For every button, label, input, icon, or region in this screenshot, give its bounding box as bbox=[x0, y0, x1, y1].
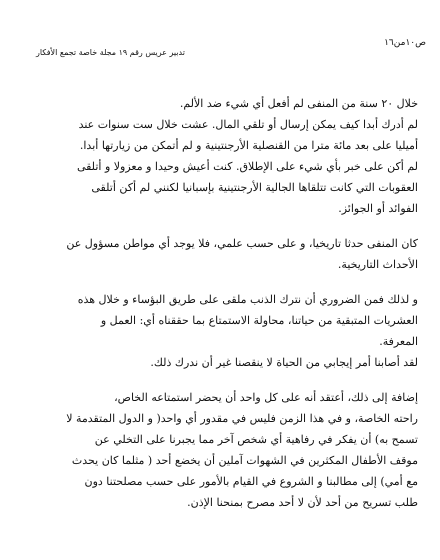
text-line: أميليا على بعد مائة مترا من القنصلية الأرجنتينية و لم أتمكن من زيارتها أبدا. bbox=[79, 139, 418, 152]
text-line: لقد أصابنا أمر إيجابي من الحياة لا ينقصنا غير أن ندرك ذلك. bbox=[150, 356, 418, 369]
text-line: لم أكن على خبر بأي شيء على الإطلاق. كنت أعيش وحيدا و معزولا و أتلقى bbox=[76, 160, 418, 173]
text-line: إضافة إلى ذلك، أعتقد أنه على كل واحد أن يحضر استمتاعه الخاص، bbox=[114, 391, 418, 404]
text-line: المعرفة. bbox=[379, 335, 418, 348]
text-line: العشريات المتبقية من حياتنا، محاولة الاستمتاع بما حققناه أي: العمل و bbox=[100, 314, 418, 327]
text-line: خلال ٢٠ سنة من المنفى لم أفعل أي شيء ضد الألم. bbox=[179, 97, 418, 110]
page-number: ص١٠من١٦ bbox=[384, 38, 426, 48]
running-head: تدبير عريس رقم ١٩ مجلة خاصة تجمع الأفكار bbox=[36, 48, 185, 57]
text-line: لم أدرك أبدا كيف يمكن إرسال أو تلقي المال. عشت خلال ست سنوات عند bbox=[78, 118, 418, 131]
body-text bbox=[20, 93, 418, 513]
text-line: كان المنفى حدثا تاريخيا، و على حسب علمي، فلا يوجد أي مواطن مسؤول عن bbox=[66, 237, 418, 250]
text-line: الفوائد أو الجوائز. bbox=[338, 202, 418, 215]
text-line: العقوبات التي كانت تتلقاها الجالية الأرجنتينية بإسبانيا لكنني لم أكن أتلقى bbox=[91, 181, 418, 194]
text-line: طلب تسريح من أحد لأن لا أحد مصرح بمنحنا الإذن. bbox=[187, 496, 418, 509]
text-line: و لذلك فمن الضروري أن نترك الذنب ملقى على طريق البؤساء و خلال هذه bbox=[77, 293, 418, 306]
text-line: مع أمي) إلى مطالبنا و الشروع في القيام بالأمور على حسب مصلحتنا دون bbox=[84, 475, 418, 488]
text-line: تسمح به) أن يفكر في رفاهية أي شخص آخر مما يجبرنا على التخلي عن bbox=[94, 433, 418, 446]
text-line: الأحداث التاريخية. bbox=[337, 258, 418, 271]
text-line: راحته الخاصة، و في هذا الزمن فليس في مقدور أي واحد( و الدول المتقدمة لا bbox=[66, 412, 418, 425]
text-line: موقف الأطفال المكثرين في الشهوات آملين أن يخضع أحد ( مثلما كان يحدث bbox=[71, 454, 418, 467]
page-header bbox=[36, 38, 426, 58]
